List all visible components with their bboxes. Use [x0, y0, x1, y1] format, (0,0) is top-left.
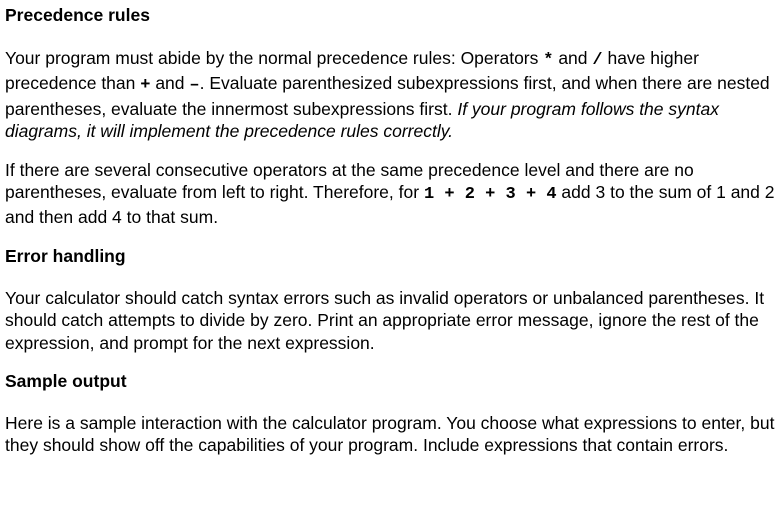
precedence-rules-heading: Precedence rules — [5, 5, 150, 25]
subtract-operator: – — [189, 76, 200, 96]
italic-note: If your program follows the syntax diagrams, it will implement the precedence rules correctly. — [5, 98, 719, 142]
multiply-operator: * — [543, 51, 554, 70]
precedence-paragraph-1 — [5, 47, 777, 143]
error-handling-heading: Error handling — [5, 245, 126, 266]
error-handling-paragraph: Your calculator should catch syntax errors such as invalid operators or unbalanced parentheses. It should catch attempts to divide by zero. Print an appropriate error message, ignore the rest of the expression, and prompt for the next expression. — [5, 287, 765, 353]
text-segment: have higher precedence than — [5, 48, 699, 94]
text-segment: add 3 to the sum of 1 and 2 and then add 4 to that sum. — [5, 182, 775, 228]
precedence-paragraph-2 — [5, 159, 777, 229]
text-segment: Your program must abide by the normal precedence rules: Operators — [5, 48, 544, 68]
text-segment: and — [150, 73, 190, 94]
text-segment: . Evaluate parenthesized subexpressions first, and when there are nested parentheses, evaluate the innermost subexpressions first. — [5, 73, 770, 119]
divide-operator: / — [592, 51, 603, 70]
sample-output-heading: Sample output — [5, 371, 127, 392]
sample-output-paragraph: Here is a sample interaction with the calculator program. You choose what expressions to enter, but they should show off the capabilities of your program. Include expressions that contain errors. — [5, 413, 775, 456]
text-segment: and — [553, 48, 593, 68]
document-page — [5, 4, 777, 457]
add-operator: + — [140, 76, 151, 96]
example-expression: 1 + 2 + 3 + 4 — [423, 185, 557, 205]
text-segment: If there are several consecutive operators at the same precedence level and there are no parentheses, evaluate from left to right. Therefore, for — [5, 159, 694, 203]
